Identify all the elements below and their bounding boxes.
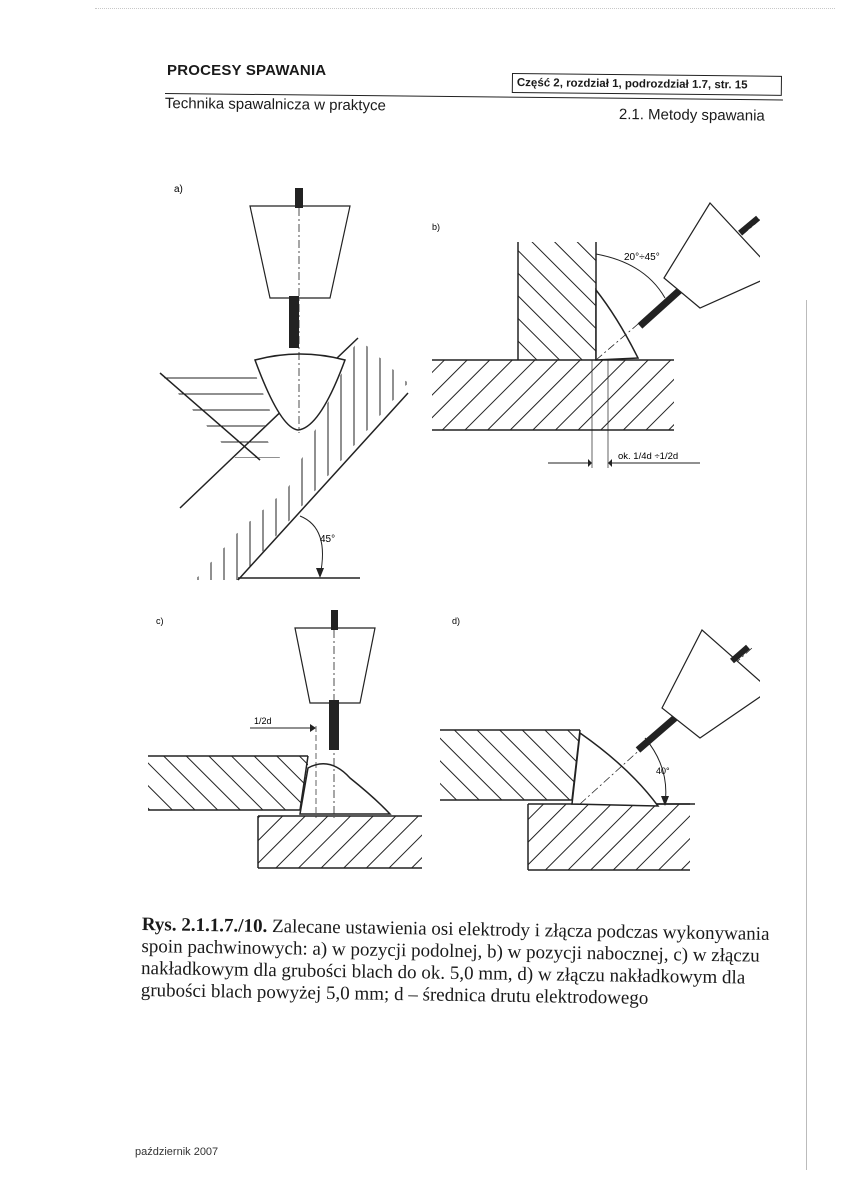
header-section: 2.1. Metody spawania	[618, 106, 765, 125]
panel-b	[432, 203, 760, 468]
panel-b-angle: 20°÷45°	[624, 252, 660, 263]
panel-a-angle: 45°	[320, 534, 336, 545]
panel-d-angle: 40°	[656, 766, 670, 776]
welding-figure	[140, 178, 760, 898]
panel-d-label: d)	[452, 616, 461, 626]
figure-caption	[141, 914, 772, 1012]
panel-b-offset: ok. 1/4d ÷1/2d	[618, 451, 679, 462]
panel-c	[148, 610, 422, 868]
panel-d	[440, 616, 760, 870]
panel-a	[160, 184, 408, 580]
header-subtitle: Technika spawalnicza w praktyce	[164, 95, 386, 115]
panel-a-label: a)	[174, 184, 183, 195]
header-reference-box: Część 2, rozdział 1, podrozdział 1.7, str. 15	[512, 73, 782, 96]
caption-text: Zalecane ustawienia osi elektrody i złącza podczas wykonywania spoin pachwinowych: a) w pozycji podolnej, b) w pozycji nabocznej, c) w złączu nakładkowym dla grubości blach do ok. 5,0 mm, d) w złączu nakładkowym dla grubości blach powyżej 5,0 mm; d – średnica drutu elektrodowego	[140, 916, 770, 1009]
panel-c-offset: 1/2d	[254, 716, 272, 726]
header-title: PROCESY SPAWANIA	[167, 62, 327, 79]
panel-b-label: b)	[432, 222, 441, 232]
scan-edge-line	[95, 8, 835, 9]
caption-number: Rys. 2.1.1.7./10.	[141, 914, 268, 937]
footer-date: październik 2007	[135, 1146, 219, 1158]
panel-c-label: c)	[156, 616, 164, 626]
scan-margin-line	[806, 300, 807, 1170]
